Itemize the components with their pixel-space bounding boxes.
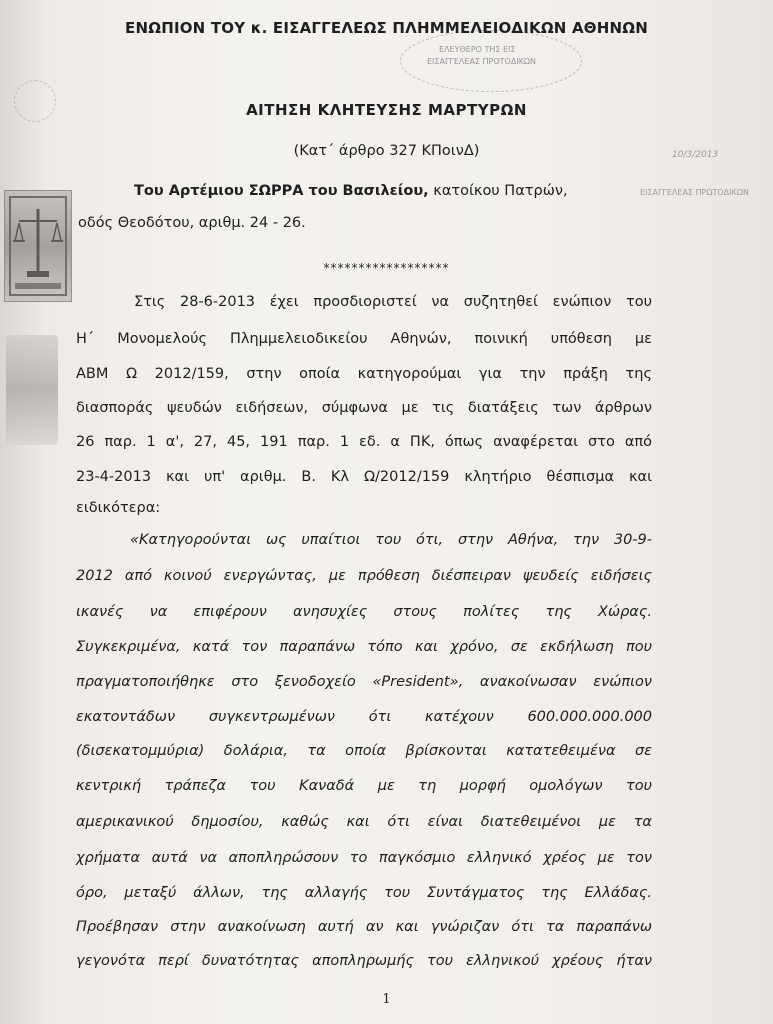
quote-line: γεγονότα περί δυνατότητας αποπληρωμής του ελληνικού χρέους ήταν [76, 953, 652, 969]
paragraph-line: διασποράς ψευδών ειδήσεων, σύμφωνα με τις διατάξεις των άρθρων [76, 400, 652, 416]
quote-line: Προέβησαν στην ανακοίνωση αυτή αν και γνώριζαν ότι τα παραπάνω [76, 919, 652, 935]
paragraph-line: Η΄ Μονομελούς Πλημμελειοδικείου Αθηνών, ποινική υπόθεση με [76, 331, 652, 347]
page-number: 1 [382, 992, 391, 1007]
quote-line: χρήματα αυτά να αποπληρώσουν το παγκόσμιο ελληνικό χρέος με τον [76, 850, 652, 866]
paragraph-line: 26 παρ. 1 α', 27, 45, 191 παρ. 1 εδ. α ΠΚ, όπως αναφέρεται στο από [76, 434, 652, 450]
applicant-line [134, 181, 568, 201]
quote-line: Συγκεκριμένα, κατά τον παραπάνω τόπο και χρόνο, σε εκδήλωση που [76, 639, 652, 655]
stamp-text: ΕΙΣΑΓΓΕΛΕΑΣ ΠΡΟΤΟΔΙΚΩΝ [427, 57, 537, 66]
applicant-residence: κατοίκου Πατρών, [428, 183, 568, 199]
stamp-text: ΕΛΕΥΘΕΡΟ ΤΗΣ ΕΙΣ [439, 45, 516, 54]
paragraph-line: ΑΒΜ Ω 2012/159, στην οποία κατηγορούμαι για την πράξη της [76, 366, 652, 382]
quote-line: αμερικανικού δημοσίου, καθώς και ότι είναι διατεθειμένοι με τα [76, 814, 652, 830]
side-stamp [6, 335, 58, 445]
applicant-address: οδός Θεοδότου, αριθμ. 24 - 26. [78, 215, 306, 231]
document-subtitle: (Κατ΄ άρθρο 327 ΚΠοινΔ) [293, 143, 480, 159]
quote-line: «Κατηγορούνται ως υπαίτιοι του ότι, στην Αθήνα, την 30-9- [130, 532, 652, 548]
paragraph-line: ειδικότερα: [76, 500, 161, 516]
scales-of-justice-stamp-icon [4, 190, 72, 302]
quote-line: πραγματοποιήθηκε στο ξενοδοχείο «President», ανακοίνωσαν ενώπιον [76, 674, 652, 690]
stamp-text: ΕΙΣΑΓΓΕΛΕΑΣ ΠΡΩΤΟΔΙΚΩΝ [640, 188, 749, 197]
quote-line: ικανές να επιφέρουν ανησυχίες στους πολίτες της Χώρας. [76, 604, 652, 620]
quote-line: εκατοντάδων συγκεντρωμένων ότι κατέχουν 600.000.000.000 [76, 709, 652, 725]
document-title: ΑΙΤΗΣΗ ΚΛΗΤΕΥΣΗΣ ΜΑΡΤΥΡΩΝ [246, 101, 527, 119]
quote-line: όρο, μεταξύ άλλων, της αλλαγής του Συντάγματος της Ελλάδας. [76, 885, 652, 901]
separator: ****************** [323, 261, 450, 275]
paragraph-line: 23-4-2013 και υπ' αριθμ. Β. Κλ Ω/2012/159 κλητήριο θέσπισμα και [76, 469, 652, 485]
paragraph-line: Στις 28-6-2013 έχει προσδιοριστεί να συζητηθεί ενώπιον του [134, 294, 652, 310]
applicant-name: Του Αρτέμιου ΣΩΡΡΑ του Βασιλείου, [134, 183, 429, 199]
document-header: ΕΝΩΠΙΟΝ ΤΟΥ κ. ΕΙΣΑΓΓΕΛΕΩΣ ΠΛΗΜΜΕΛΕΙΟΔΙΚΩΝ ΑΘΗΝΩΝ [125, 19, 648, 37]
scales-of-justice-icon [5, 191, 71, 301]
stamp-text: 10/3/2013 [672, 150, 719, 160]
quote-line: 2012 από κοινού ενεργώντας, με πρόθεση διέσπειραν ψευδείς ειδήσεις [76, 568, 652, 584]
quote-line: (δισεκατομμύρια) δολάρια, τα οποία βρίσκονται κατατεθειμένα σε [76, 743, 652, 759]
quote-line: κεντρική τράπεζα του Καναδά με τη μορφή ομολόγων του [76, 778, 652, 794]
official-stamp-top [400, 30, 582, 92]
